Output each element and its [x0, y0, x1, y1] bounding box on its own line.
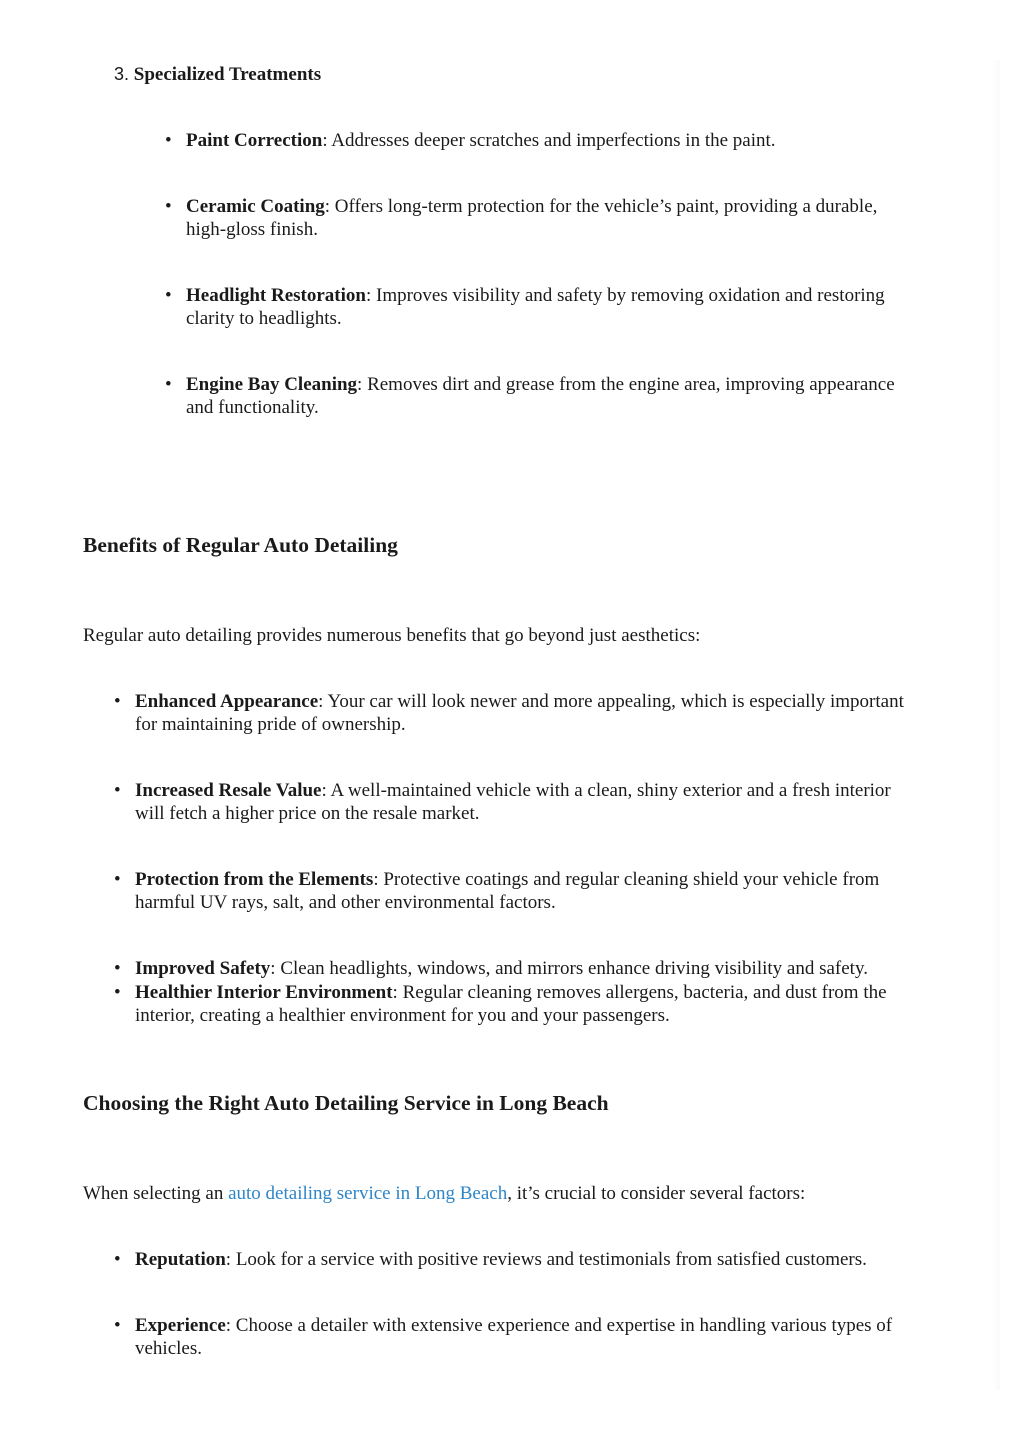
long-beach-detailing-link[interactable]: auto detailing service in Long Beach [228, 1183, 508, 1204]
list-number: 3. [114, 64, 130, 84]
benefit-text-cont: will fetch a higher price on the resale market. [135, 803, 480, 824]
specialized-treatments-item [114, 63, 321, 86]
benefit-item-protection-from-elements [114, 868, 985, 914]
page-edge-shade [992, 60, 1000, 1390]
benefit-term: Protection from the Elements [135, 869, 374, 890]
bullet-icon: • [114, 982, 121, 1003]
bullet-icon: • [165, 130, 172, 151]
benefits-heading: Benefits of Regular Auto Detailing [83, 533, 398, 557]
treatment-text: : Addresses deeper scratches and imperfections in the paint. [322, 130, 776, 151]
bullet-icon: • [114, 1249, 121, 1270]
specialized-treatments-title: Specialized Treatments [133, 64, 322, 85]
benefit-item-improved-safety [114, 957, 985, 980]
treatment-term: Paint Correction [186, 130, 323, 151]
bullet-icon: • [114, 691, 121, 712]
bullet-icon: • [114, 869, 121, 890]
choosing-heading: Choosing the Right Auto Detailing Service in Long Beach [83, 1091, 609, 1115]
treatment-text-cont: and functionality. [186, 397, 319, 418]
treatment-item-ceramic-coating [165, 195, 976, 241]
benefits-intro: Regular auto detailing provides numerous benefits that go beyond just aesthetics: [83, 625, 701, 646]
benefit-term: Enhanced Appearance [135, 691, 319, 712]
factor-text-cont: vehicles. [135, 1338, 203, 1359]
bullet-icon: • [114, 958, 121, 979]
treatment-text: : Improves visibility and safety by removing oxidation and restoring [365, 285, 885, 306]
factor-text: : Look for a service with positive reviews and testimonials from satisfied customers. [225, 1249, 867, 1270]
benefit-item-increased-resale-value [114, 779, 985, 825]
benefit-term: Increased Resale Value [135, 780, 322, 801]
bullet-icon: • [114, 1315, 121, 1336]
bullet-icon: • [165, 374, 172, 395]
treatment-text-cont: high-gloss finish. [186, 219, 318, 240]
factor-term: Reputation [135, 1249, 226, 1270]
bullet-icon: • [165, 285, 172, 306]
factor-item-experience [114, 1314, 985, 1360]
benefit-text: : Clean headlights, windows, and mirrors enhance driving visibility and safety. [270, 958, 868, 979]
factor-term: Experience [135, 1315, 226, 1336]
benefit-text: : Your car will look newer and more appealing, which is especially important [318, 691, 904, 712]
treatment-text-cont: clarity to headlights. [186, 308, 342, 329]
treatment-item-paint-correction [165, 129, 976, 152]
benefit-text-cont: interior, creating a healthier environment for you and your passengers. [135, 1005, 670, 1026]
bullet-icon: • [114, 780, 121, 801]
factor-text: : Choose a detailer with extensive experience and expertise in handling various types of [225, 1315, 893, 1336]
treatment-item-headlight-restoration [165, 284, 976, 330]
choosing-intro [83, 1182, 805, 1205]
benefit-text-cont: for maintaining pride of ownership. [135, 714, 406, 735]
benefit-item-healthier-interior [114, 981, 985, 1027]
choosing-intro-text-end: , it’s crucial to consider several factors: [507, 1183, 806, 1204]
benefit-text: : Protective coatings and regular cleaning shield your vehicle from [373, 869, 880, 890]
treatment-term: Headlight Restoration [186, 285, 366, 306]
benefit-text: : Regular cleaning removes allergens, bacteria, and dust from the [392, 982, 887, 1003]
treatment-term: Ceramic Coating [186, 196, 325, 217]
benefit-text-cont: harmful UV rays, salt, and other environmental factors. [135, 892, 556, 913]
benefit-text: : A well-maintained vehicle with a clean, shiny exterior and a fresh interior [321, 780, 891, 801]
benefit-item-enhanced-appearance [114, 690, 985, 736]
treatment-item-engine-bay-cleaning [165, 373, 976, 419]
treatment-text: : Removes dirt and grease from the engine area, improving appearance [357, 374, 895, 395]
treatment-text: : Offers long-term protection for the vehicle’s paint, providing a durable, [324, 196, 878, 217]
bullet-icon: • [165, 196, 172, 217]
choosing-intro-text: When selecting an [83, 1183, 229, 1204]
treatment-term: Engine Bay Cleaning [186, 374, 358, 395]
benefit-term: Improved Safety [135, 958, 271, 979]
benefit-term: Healthier Interior Environment [135, 982, 393, 1003]
factor-item-reputation [114, 1248, 985, 1271]
